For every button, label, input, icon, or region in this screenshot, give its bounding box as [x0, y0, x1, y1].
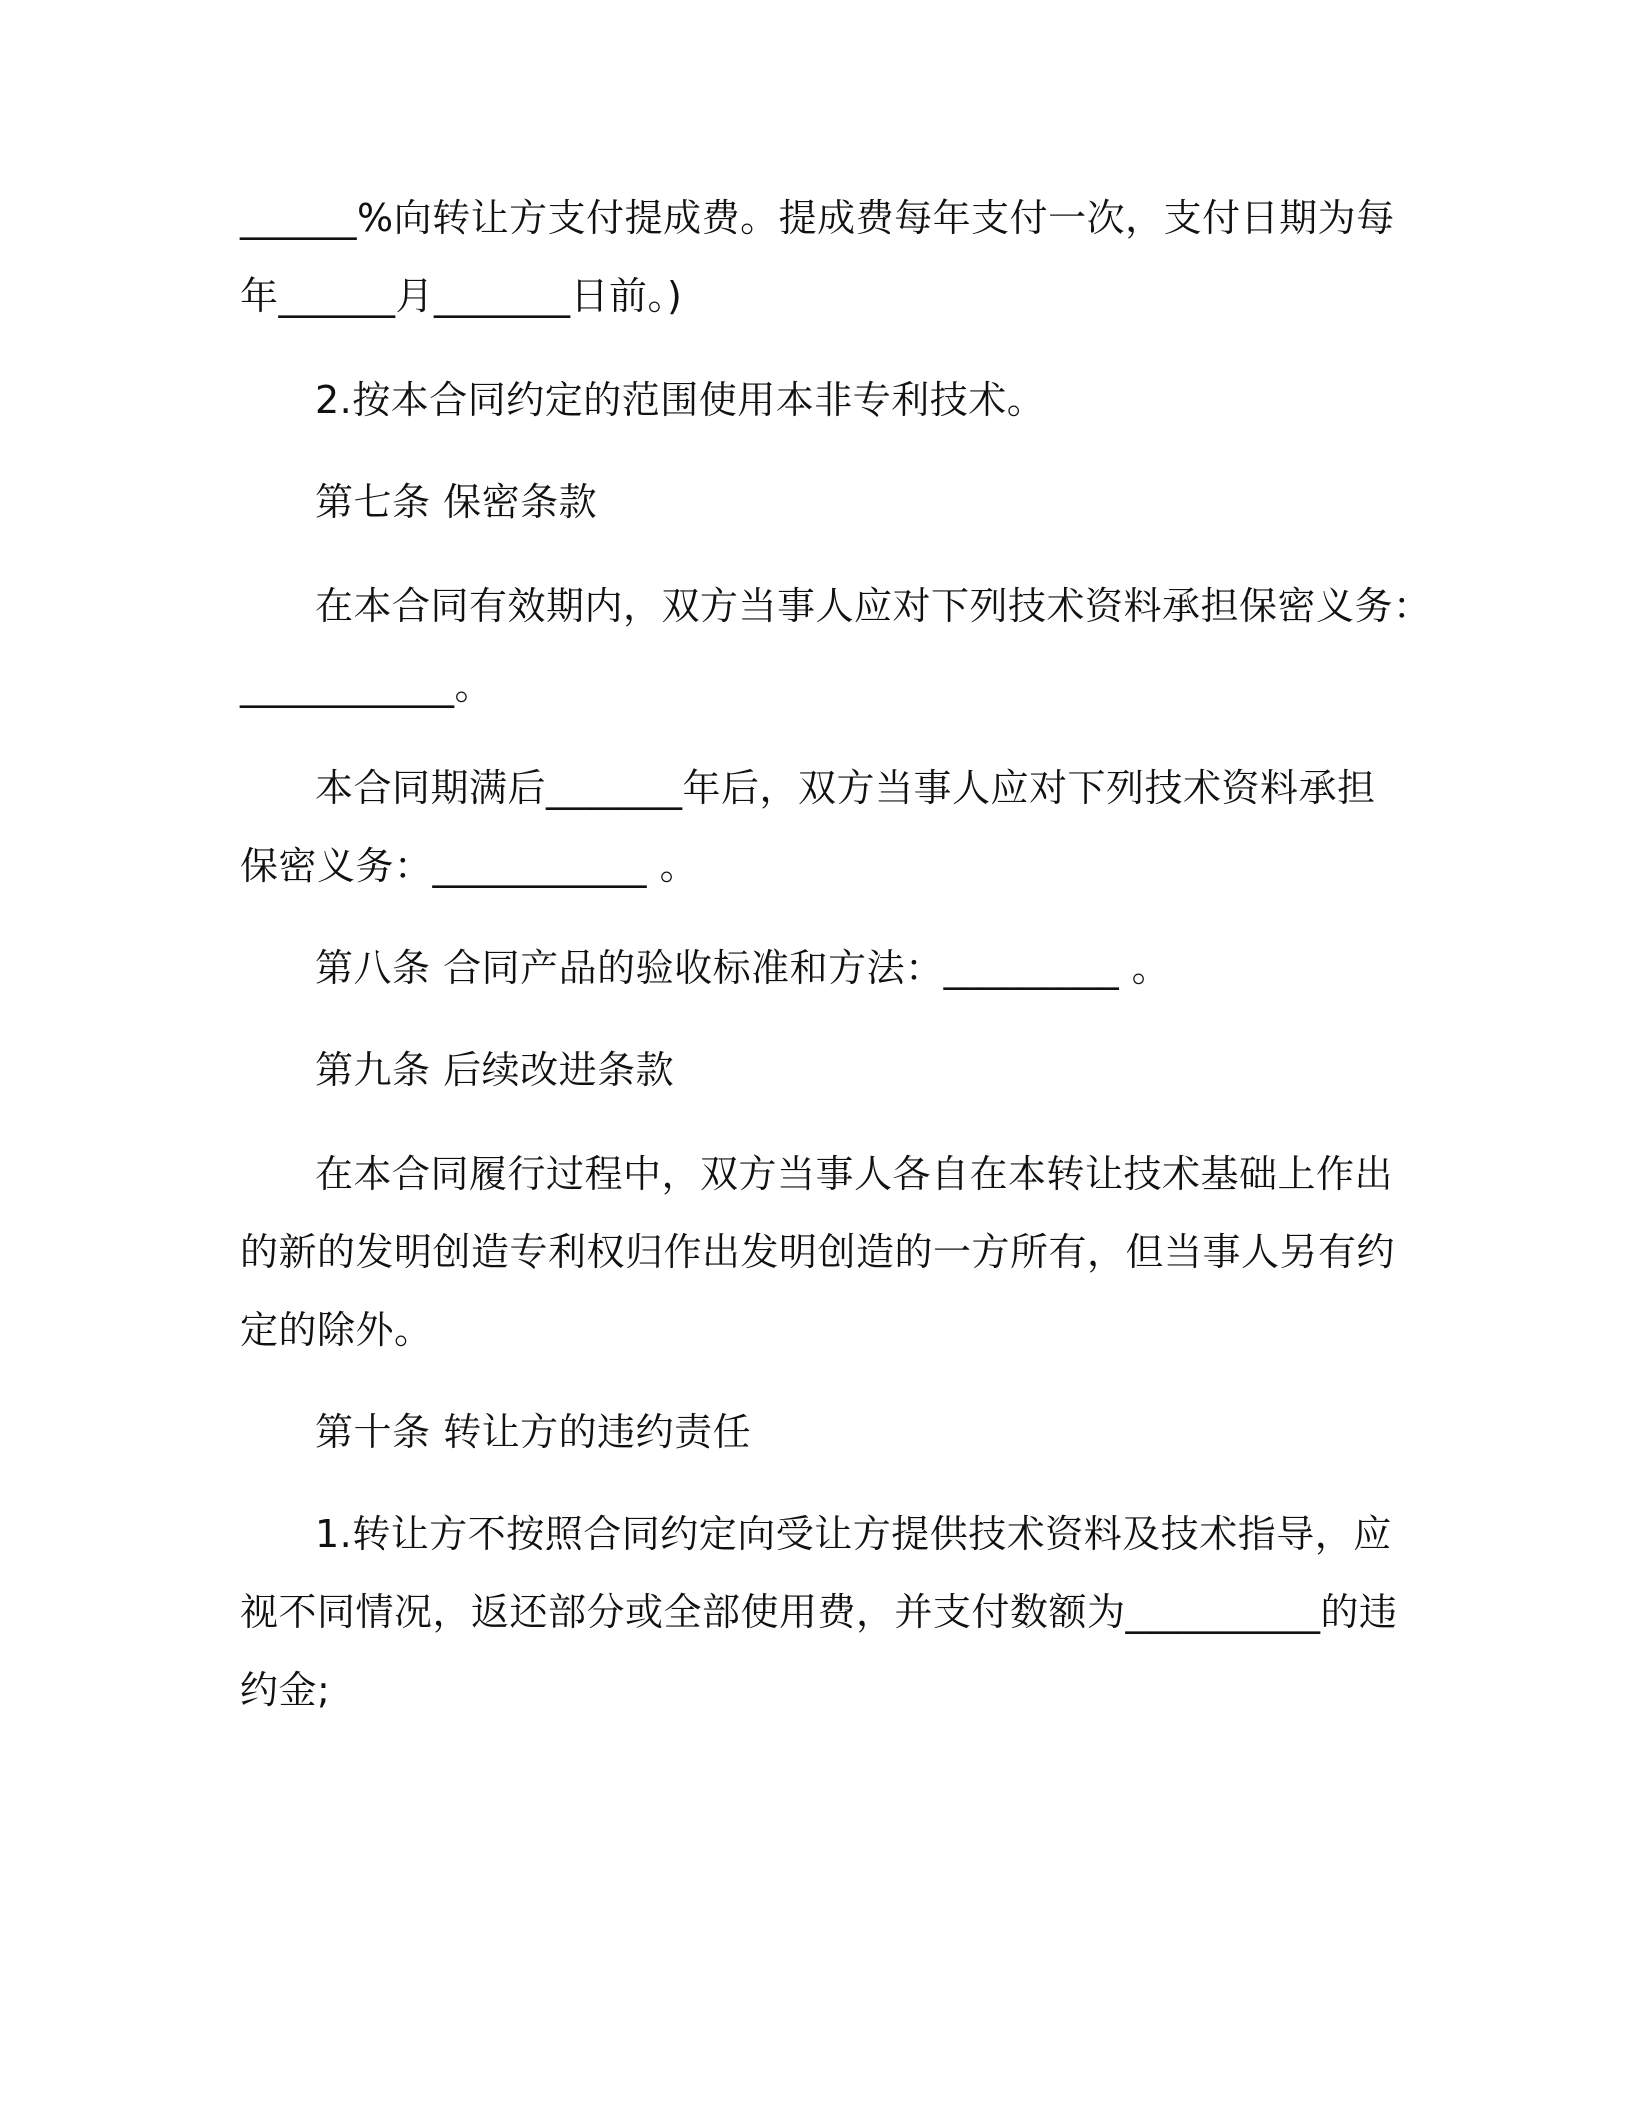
text-line: 定的除外。: [240, 1308, 433, 1352]
section-heading: 第七条 保密条款: [315, 480, 598, 524]
text-line: 的新的发明创造专利权归作出发明创造的一方所有，但当事人另有约: [240, 1230, 1396, 1274]
text-line: 2.按本合同约定的范围使用本非专利技术。: [315, 378, 1046, 422]
text-line: ______%向转让方支付提成费。提成费每年支付一次，支付日期为每: [240, 196, 1395, 240]
section-heading: 第八条 合同产品的验收标准和方法：_________ 。: [315, 946, 1171, 990]
text-line: ___________。: [240, 664, 494, 708]
text-line: 约金;: [240, 1668, 331, 1712]
text-line: 在本合同履行过程中，双方当事人各自在本转让技术基础上作出: [315, 1152, 1394, 1196]
text-line: 年______月_______日前。): [240, 274, 683, 318]
section-heading: 第九条 后续改进条款: [315, 1048, 675, 1092]
text-line: 视不同情况，返还部分或全部使用费，并支付数额为__________的违: [240, 1590, 1398, 1634]
text-line: 1.转让方不按照合同约定向受让方提供技术资料及技术指导，应: [315, 1512, 1392, 1556]
section-heading: 第十条 转让方的违约责任: [315, 1410, 752, 1454]
text-line: 在本合同有效期内，双方当事人应对下列技术资料承担保密义务：: [315, 584, 1432, 628]
text-line: 保密义务：___________ 。: [240, 844, 699, 888]
text-line: 本合同期满后_______年后，双方当事人应对下列技术资料承担: [315, 766, 1376, 810]
